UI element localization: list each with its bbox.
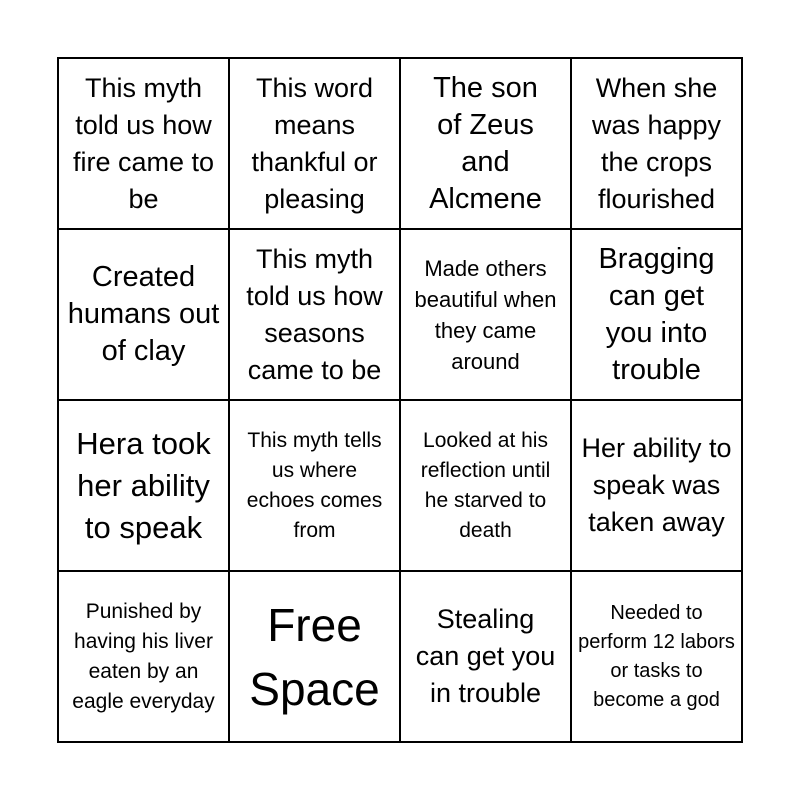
cell-text: This myth told us how fire came to be xyxy=(72,72,215,214)
bingo-cell[interactable] xyxy=(230,230,401,401)
bingo-cell[interactable] xyxy=(401,59,572,230)
cell-text: Bragging can get you into trouble xyxy=(598,242,715,386)
free-space-cell[interactable] xyxy=(230,572,401,743)
free-space-text: Free Space xyxy=(249,598,380,715)
cell-text: Her ability to speak was taken away xyxy=(581,433,732,537)
bingo-cell[interactable] xyxy=(230,59,401,230)
cell-text: Looked at his reflection until he starved to death xyxy=(420,428,551,542)
bingo-cell[interactable] xyxy=(401,401,572,572)
cell-text: Created humans out of clay xyxy=(67,261,220,367)
bingo-cell[interactable] xyxy=(572,401,743,572)
cell-text: When she was happy the crops flourished xyxy=(591,72,722,214)
bingo-cell[interactable] xyxy=(230,401,401,572)
cell-text: The son of Zeus and Alcmene xyxy=(429,71,542,215)
bingo-cell[interactable] xyxy=(59,230,230,401)
cell-text: Hera took her ability to speak xyxy=(76,425,211,545)
cell-text: Made others beautiful when they came around xyxy=(414,255,557,374)
bingo-cell[interactable] xyxy=(59,572,230,743)
bingo-cell[interactable] xyxy=(59,401,230,572)
bingo-cell[interactable] xyxy=(572,572,743,743)
cell-text: This myth tells us where echoes comes from xyxy=(246,428,383,542)
cell-text: Stealing can get you in trouble xyxy=(415,604,556,708)
cell-text: Punished by having his liver eaten by an eagle everyday xyxy=(72,599,215,713)
cell-text: This myth told us how seasons came to be xyxy=(246,243,383,385)
bingo-cell[interactable] xyxy=(401,230,572,401)
bingo-board xyxy=(57,57,743,743)
bingo-cell[interactable] xyxy=(572,230,743,401)
bingo-cell[interactable] xyxy=(59,59,230,230)
bingo-cell[interactable] xyxy=(572,59,743,230)
bingo-cell[interactable] xyxy=(401,572,572,743)
cell-text: Needed to perform 12 labors or tasks to become a god xyxy=(578,601,735,711)
cell-text: This word means thankful or pleasing xyxy=(251,72,378,214)
